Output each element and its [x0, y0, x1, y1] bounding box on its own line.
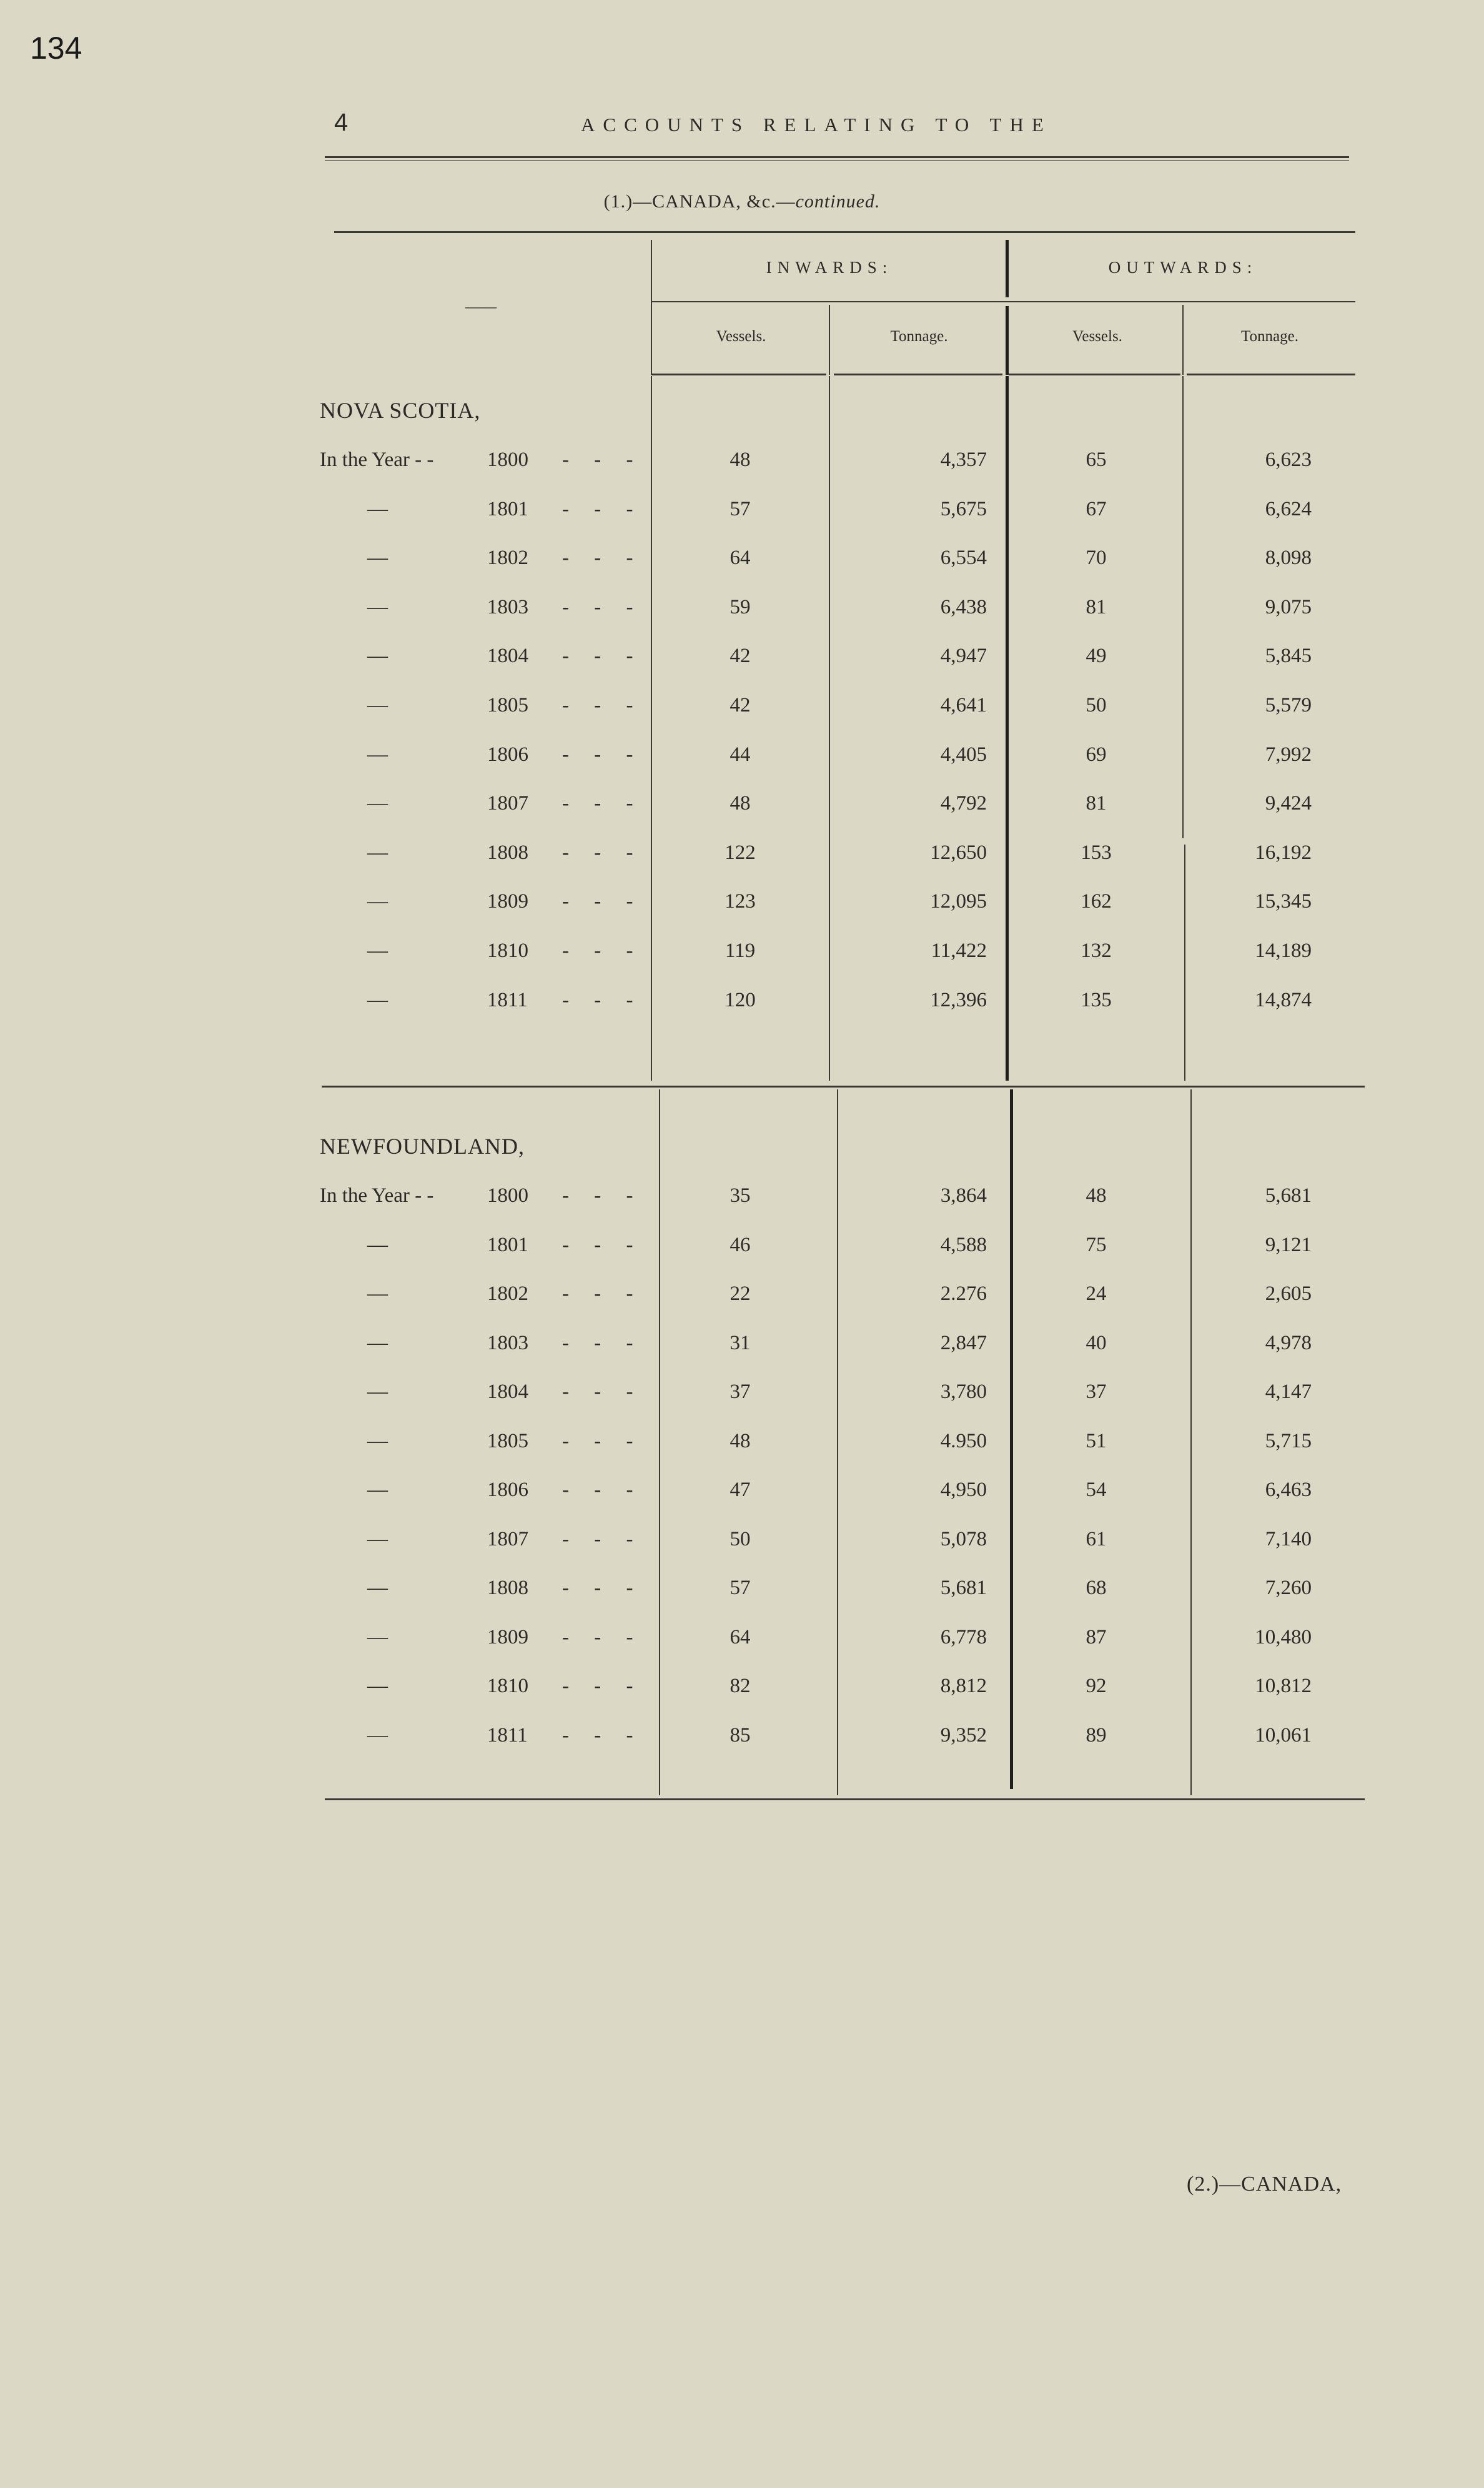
- outwards-vessels-cell: 51: [1086, 1429, 1107, 1452]
- year-cell: 1802: [487, 1282, 528, 1305]
- outwards-tonnage-cell: 15,345: [1255, 890, 1312, 913]
- inwards-vessels-header: Vessels.: [716, 328, 766, 345]
- table-row: [0, 498, 1484, 535]
- header-vline-inout: [1006, 240, 1009, 297]
- year-cell: 1807: [487, 1527, 528, 1550]
- header-vline-out: [1182, 305, 1184, 375]
- outwards-tonnage-cell: 5,681: [1265, 1184, 1312, 1207]
- inwards-tonnage-cell: 5,078: [940, 1527, 987, 1550]
- outwards-tonnage-cell: 16,192: [1255, 841, 1312, 864]
- inwards-vessels-cell: 85: [730, 1723, 751, 1747]
- leader-dots: - - -: [562, 645, 643, 668]
- outwards-vessels-cell: 49: [1086, 645, 1107, 668]
- table-top-rule: [334, 231, 1355, 233]
- outwards-vessels-cell: 48: [1086, 1184, 1107, 1207]
- ditto-dash: —: [367, 1577, 388, 1599]
- leader-dots: - - -: [562, 743, 643, 766]
- outwards-tonnage-cell: 9,075: [1265, 595, 1312, 618]
- section-divider-rule: [322, 1086, 1365, 1088]
- table-row: [0, 1675, 1484, 1712]
- outwards-vessels-cell: 81: [1086, 792, 1107, 815]
- inwards-header: INWARDS:: [766, 258, 893, 277]
- year-cell: 1805: [487, 1429, 528, 1452]
- newfoundland-title: NEWFOUNDLAND,: [320, 1134, 525, 1159]
- outwards-vessels-cell: 61: [1086, 1527, 1107, 1550]
- outwards-vessels-header: Vessels.: [1072, 328, 1122, 345]
- outwards-vessels-cell: 75: [1086, 1233, 1107, 1256]
- table-row: [0, 1332, 1484, 1369]
- inwards-vessels-cell: 57: [730, 1577, 751, 1599]
- table-row: [0, 841, 1484, 879]
- year-cell: 1804: [487, 1380, 528, 1403]
- outwards-tonnage-cell: 10,480: [1255, 1625, 1312, 1648]
- inwards-vessels-cell: 64: [730, 547, 751, 570]
- inwards-vessels-cell: 48: [730, 1429, 751, 1452]
- year-cell: 1806: [487, 743, 528, 766]
- header-vline-in: [829, 305, 830, 375]
- inwards-vessels-cell: 57: [730, 497, 751, 520]
- ditto-dash: —: [367, 547, 388, 570]
- outwards-vessels-cell: 87: [1086, 1625, 1107, 1648]
- inwards-tonnage-cell: 6,438: [940, 595, 987, 618]
- outwards-vessels-cell: 81: [1086, 595, 1107, 618]
- inwards-tonnage-cell: 4,357: [940, 449, 987, 471]
- leader-dots: - - -: [562, 1429, 643, 1452]
- year-cell: 1809: [487, 1625, 528, 1648]
- ditto-dash: —: [367, 1625, 388, 1648]
- running-head-title: ACCOUNTS RELATING TO THE: [581, 114, 1052, 136]
- outwards-vessels-cell: 132: [1081, 939, 1112, 962]
- inwards-vessels-cell: 37: [730, 1380, 751, 1403]
- table-row: [0, 989, 1484, 1026]
- outwards-vessels-cell: 24: [1086, 1282, 1107, 1305]
- inwards-tonnage-cell: 4,950: [940, 1479, 987, 1501]
- table-row: [0, 1380, 1484, 1418]
- leader-dots: - - -: [562, 988, 643, 1011]
- row-prefix: In the Year - -: [320, 449, 434, 471]
- inwards-tonnage-cell: 12,396: [930, 988, 987, 1011]
- outwards-tonnage-cell: 4,147: [1265, 1380, 1312, 1403]
- ditto-dash: —: [367, 1331, 388, 1354]
- outwards-tonnage-cell: 14,874: [1255, 988, 1312, 1011]
- ditto-dash: —: [367, 1675, 388, 1697]
- ditto-dash: —: [367, 1723, 388, 1747]
- inwards-vessels-cell: 48: [730, 792, 751, 815]
- outwards-tonnage-cell: 8,098: [1265, 547, 1312, 570]
- inwards-tonnage-cell: 3,864: [940, 1184, 987, 1207]
- table-row: [0, 1282, 1484, 1320]
- nova-scotia-title: NOVA SCOTIA,: [320, 398, 481, 423]
- ditto-dash: —: [367, 988, 388, 1011]
- leader-dots: - - -: [562, 841, 643, 864]
- outwards-tonnage-cell: 14,189: [1255, 939, 1312, 962]
- year-cell: 1809: [487, 890, 528, 913]
- inwards-vessels-cell: 120: [725, 988, 756, 1011]
- inwards-vessels-cell: 64: [730, 1625, 751, 1648]
- leader-dots: - - -: [562, 497, 643, 520]
- leader-dots: - - -: [562, 1625, 643, 1648]
- outwards-tonnage-cell: 2,605: [1265, 1282, 1312, 1305]
- header-bottom-rule-2: [834, 374, 1002, 375]
- ditto-dash: —: [367, 1479, 388, 1501]
- ditto-dash: —: [367, 595, 388, 618]
- table-bottom-rule: [325, 1798, 1365, 1800]
- ditto-dash: —: [367, 694, 388, 716]
- inwards-vessels-cell: 44: [730, 743, 751, 766]
- leader-dots: - - -: [562, 792, 643, 815]
- outwards-tonnage-cell: 7,140: [1265, 1527, 1312, 1550]
- inwards-vessels-cell: 35: [730, 1184, 751, 1207]
- header-bottom-rule-3: [1009, 374, 1180, 375]
- leader-dots: - - -: [562, 1282, 643, 1305]
- inwards-vessels-cell: 50: [730, 1527, 751, 1550]
- outwards-vessels-cell: 89: [1086, 1723, 1107, 1747]
- inwards-vessels-cell: 123: [725, 890, 756, 913]
- table-row: [0, 1479, 1484, 1516]
- inwards-vessels-cell: 47: [730, 1479, 751, 1501]
- inwards-vessels-cell: 46: [730, 1233, 751, 1256]
- table-row: [0, 547, 1484, 584]
- ditto-dash: —: [367, 841, 388, 864]
- outwards-vessels-cell: 68: [1086, 1577, 1107, 1599]
- row-prefix: In the Year - -: [320, 1184, 434, 1207]
- inwards-vessels-cell: 42: [730, 645, 751, 668]
- running-head: [325, 109, 1349, 146]
- table-row: [0, 1234, 1484, 1271]
- leader-dots: - - -: [562, 547, 643, 570]
- ditto-dash: —: [367, 497, 388, 520]
- table-row: [0, 939, 1484, 977]
- outwards-tonnage-header: Tonnage.: [1241, 328, 1298, 345]
- footer-catchword: (2.)—CANADA,: [1187, 2173, 1342, 2196]
- outwards-vessels-cell: 92: [1086, 1675, 1107, 1697]
- section-title: [0, 191, 1484, 212]
- inwards-tonnage-cell: 4,792: [940, 792, 987, 815]
- inwards-tonnage-cell: 4,588: [940, 1233, 987, 1256]
- year-cell: 1804: [487, 645, 528, 668]
- folio: 4: [334, 109, 349, 136]
- year-cell: 1800: [487, 449, 528, 471]
- ditto-dash: —: [367, 743, 388, 766]
- ditto-dash: —: [367, 645, 388, 668]
- leader-dots: - - -: [562, 1331, 643, 1354]
- inwards-tonnage-cell: 4.950: [940, 1429, 987, 1452]
- page-number: 134: [30, 31, 82, 66]
- inwards-vessels-cell: 22: [730, 1282, 751, 1305]
- inwards-tonnage-cell: 5,675: [940, 497, 987, 520]
- outwards-tonnage-cell: 7,260: [1265, 1577, 1312, 1599]
- leader-dots: - - -: [562, 890, 643, 913]
- inwards-tonnage-cell: 5,681: [940, 1577, 987, 1599]
- section-title-continued: continued.: [795, 191, 881, 212]
- head-rule-thin: [325, 160, 1349, 161]
- inwards-vessels-cell: 122: [725, 841, 756, 864]
- inwards-tonnage-cell: 3,780: [940, 1380, 987, 1403]
- ditto-dash: —: [367, 1380, 388, 1403]
- inwards-tonnage-header: Tonnage.: [890, 328, 948, 345]
- year-cell: 1808: [487, 1577, 528, 1599]
- header-group-rule: [651, 301, 1355, 302]
- outwards-tonnage-cell: 4,978: [1265, 1331, 1312, 1354]
- table-row: [0, 694, 1484, 731]
- outwards-tonnage-cell: 7,992: [1265, 743, 1312, 766]
- inwards-tonnage-cell: 12,650: [930, 841, 987, 864]
- header-bottom-rule-1: [651, 374, 826, 375]
- leader-dots: - - -: [562, 1723, 643, 1747]
- outwards-vessels-cell: 162: [1081, 890, 1112, 913]
- table-row: [0, 1724, 1484, 1762]
- outwards-tonnage-cell: 6,624: [1265, 497, 1312, 520]
- outwards-header: OUTWARDS:: [1108, 258, 1258, 277]
- stub-header: ——: [465, 299, 497, 315]
- year-cell: 1808: [487, 841, 528, 864]
- leader-dots: - - -: [562, 1577, 643, 1599]
- inwards-vessels-cell: 48: [730, 449, 751, 471]
- table-row: [0, 792, 1484, 830]
- outwards-tonnage-cell: 10,812: [1255, 1675, 1312, 1697]
- table-row: [0, 743, 1484, 781]
- ditto-dash: —: [367, 890, 388, 913]
- ditto-dash: —: [367, 939, 388, 962]
- header-vline-stub: [651, 240, 652, 375]
- year-cell: 1811: [487, 1723, 528, 1747]
- year-cell: 1803: [487, 1331, 528, 1354]
- table-row: [0, 645, 1484, 682]
- inwards-vessels-cell: 42: [730, 694, 751, 716]
- outwards-vessels-cell: 50: [1086, 694, 1107, 716]
- leader-dots: - - -: [562, 449, 643, 471]
- outwards-vessels-cell: 65: [1086, 449, 1107, 471]
- outwards-vessels-cell: 153: [1081, 841, 1112, 864]
- leader-dots: - - -: [562, 694, 643, 716]
- ditto-dash: —: [367, 1233, 388, 1256]
- year-cell: 1810: [487, 939, 528, 962]
- table-row: [0, 1430, 1484, 1467]
- outwards-tonnage-cell: 5,579: [1265, 694, 1312, 716]
- table-row: [0, 449, 1484, 486]
- inwards-tonnage-cell: 2,847: [940, 1331, 987, 1354]
- year-cell: 1801: [487, 497, 528, 520]
- outwards-tonnage-cell: 10,061: [1255, 1723, 1312, 1747]
- outwards-vessels-cell: 40: [1086, 1331, 1107, 1354]
- table-row: [0, 1528, 1484, 1565]
- table-row: [0, 890, 1484, 928]
- outwards-tonnage-cell: 5,845: [1265, 645, 1312, 668]
- year-cell: 1806: [487, 1479, 528, 1501]
- table-row: [0, 1626, 1484, 1663]
- inwards-tonnage-cell: 4,947: [940, 645, 987, 668]
- leader-dots: - - -: [562, 939, 643, 962]
- outwards-vessels-cell: 67: [1086, 497, 1107, 520]
- leader-dots: - - -: [562, 1675, 643, 1697]
- inwards-tonnage-cell: 6,554: [940, 547, 987, 570]
- outwards-tonnage-cell: 5,715: [1265, 1429, 1312, 1452]
- inwards-tonnage-cell: 9,352: [940, 1723, 987, 1747]
- inwards-tonnage-cell: 4,641: [940, 694, 987, 716]
- leader-dots: - - -: [562, 595, 643, 618]
- leader-dots: - - -: [562, 1479, 643, 1501]
- inwards-vessels-cell: 119: [725, 939, 756, 962]
- year-cell: 1800: [487, 1184, 528, 1207]
- year-cell: 1802: [487, 547, 528, 570]
- header-bottom-rule-4: [1187, 374, 1355, 375]
- inwards-tonnage-cell: 11,422: [931, 939, 987, 962]
- leader-dots: - - -: [562, 1233, 643, 1256]
- outwards-vessels-cell: 69: [1086, 743, 1107, 766]
- outwards-vessels-cell: 54: [1086, 1479, 1107, 1501]
- head-rule: [325, 156, 1349, 158]
- header-vline-inout-2: [1006, 306, 1009, 375]
- ditto-dash: —: [367, 1527, 388, 1550]
- inwards-tonnage-cell: 12,095: [930, 890, 987, 913]
- inwards-tonnage-cell: 2.276: [940, 1282, 987, 1305]
- year-cell: 1811: [487, 988, 528, 1011]
- leader-dots: - - -: [562, 1184, 643, 1207]
- inwards-vessels-cell: 59: [730, 595, 751, 618]
- ditto-dash: —: [367, 792, 388, 815]
- outwards-vessels-cell: 37: [1086, 1380, 1107, 1403]
- outwards-tonnage-cell: 6,463: [1265, 1479, 1312, 1501]
- year-cell: 1807: [487, 792, 528, 815]
- year-cell: 1805: [487, 694, 528, 716]
- year-cell: 1803: [487, 595, 528, 618]
- year-cell: 1810: [487, 1675, 528, 1697]
- outwards-tonnage-cell: 9,121: [1265, 1233, 1312, 1256]
- outwards-tonnage-cell: 6,623: [1265, 449, 1312, 471]
- table-row: [0, 596, 1484, 633]
- leader-dots: - - -: [562, 1380, 643, 1403]
- inwards-vessels-cell: 82: [730, 1675, 751, 1697]
- section-title-prefix: (1.)—CANADA, &c.—: [603, 191, 796, 212]
- inwards-tonnage-cell: 4,405: [940, 743, 987, 766]
- ditto-dash: —: [367, 1429, 388, 1452]
- year-cell: 1801: [487, 1233, 528, 1256]
- inwards-vessels-cell: 31: [730, 1331, 751, 1354]
- outwards-vessels-cell: 70: [1086, 547, 1107, 570]
- inwards-tonnage-cell: 8,812: [940, 1675, 987, 1697]
- ditto-dash: —: [367, 1282, 388, 1305]
- inwards-tonnage-cell: 6,778: [940, 1625, 987, 1648]
- leader-dots: - - -: [562, 1527, 643, 1550]
- outwards-tonnage-cell: 9,424: [1265, 792, 1312, 815]
- table-row: [0, 1577, 1484, 1614]
- table-row: [0, 1184, 1484, 1222]
- outwards-vessels-cell: 135: [1081, 988, 1112, 1011]
